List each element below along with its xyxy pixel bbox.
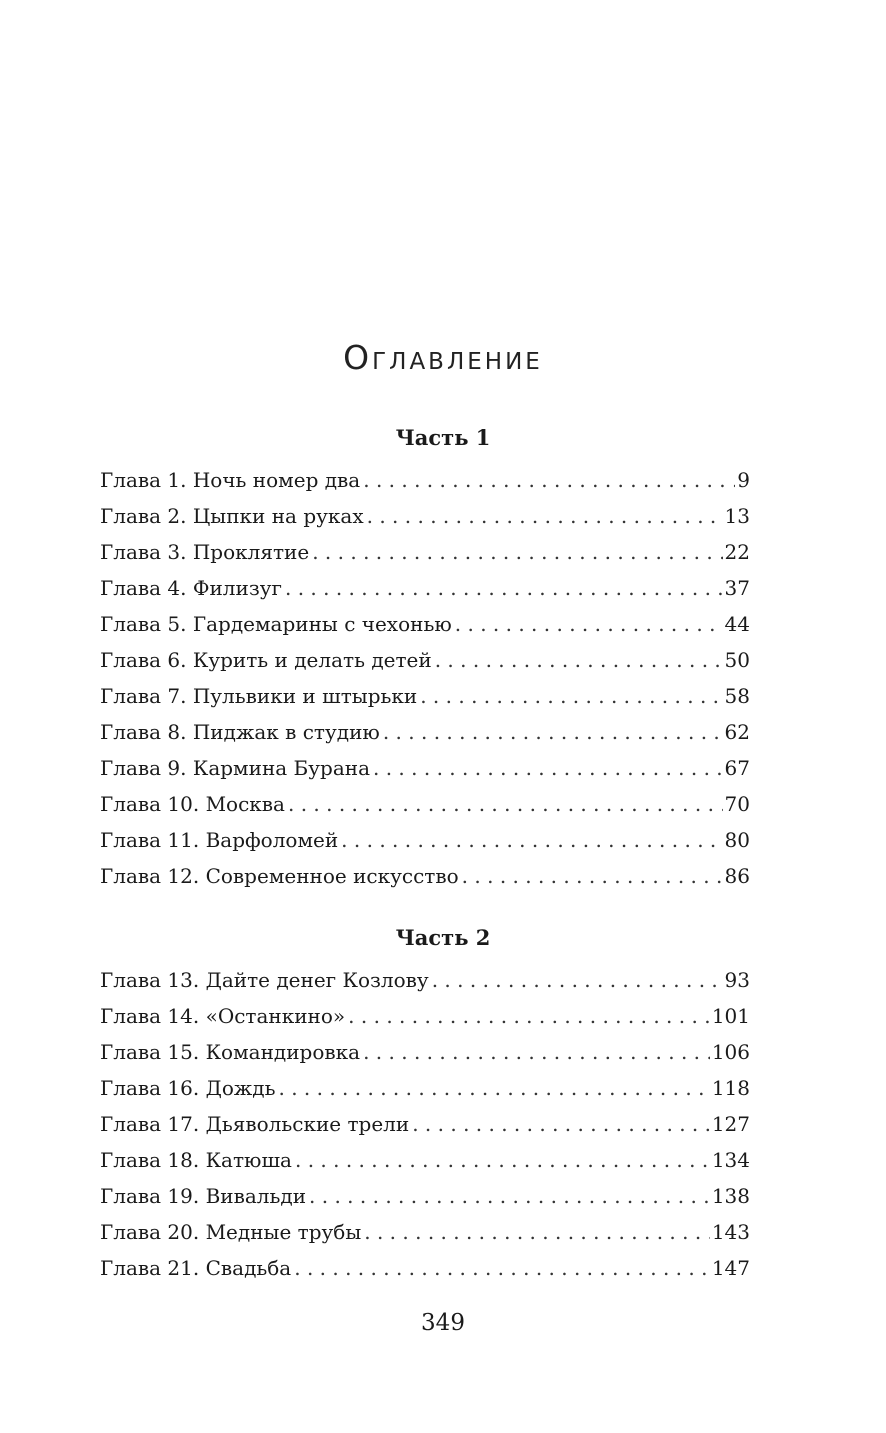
toc-entry [100,1034,750,1070]
dot-leader [278,1070,709,1106]
dot-leader [363,462,735,498]
toc-entry [100,462,750,498]
toc-entry [100,858,750,894]
toc-entry [100,642,750,678]
toc-entry-page: 22 [724,540,750,564]
toc-entry-title: Глава 14. «Останкино» [100,1004,346,1028]
toc-entry-title: Глава 7. Пульвики и штырьки [100,684,418,708]
dot-leader [294,1250,710,1286]
toc-entry [100,498,750,534]
toc-entry-title: Глава 4. Филизуг [100,576,282,600]
toc-entry-page: 37 [724,576,750,600]
toc-entry-title: Глава 8. Пиджак в студию [100,720,380,744]
toc-entry-page: 58 [724,684,750,708]
toc-entry-page: 101 [711,1004,750,1028]
toc-entry-title: Глава 19. Вивальди [100,1184,307,1208]
toc-entry-title: Глава 6. Курить и делать детей [100,648,432,672]
toc-entry-title: Глава 16. Дождь [100,1076,276,1100]
toc-entry-page: 127 [711,1112,750,1136]
toc-entry [100,1214,750,1250]
dot-leader [455,606,723,642]
dot-leader [285,570,723,606]
dot-leader [412,1106,710,1142]
toc-entry-page: 134 [711,1148,750,1172]
toc-entry-page: 62 [724,720,750,744]
dot-leader [367,498,723,534]
toc-entry [100,1178,750,1214]
dot-leader [383,714,723,750]
dot-leader [312,534,722,570]
toc-entry-page: 86 [724,864,750,888]
dot-leader [364,1214,710,1250]
toc-entry-page: 44 [724,612,750,636]
toc-entry [100,1142,750,1178]
toc-entry [100,678,750,714]
toc-entry-title: Глава 3. Проклятие [100,540,310,564]
toc-entry-page: 9 [737,468,750,492]
toc-entry [100,1106,750,1142]
toc-entry-title: Глава 9. Кармина Бурана [100,756,370,780]
toc-entry-title: Глава 10. Москва [100,792,285,816]
dot-leader [288,786,723,822]
toc-entry-page: 13 [724,504,750,528]
toc-entry-title: Глава 15. Командировка [100,1040,361,1064]
toc-entry-title: Глава 20. Медные трубы [100,1220,362,1244]
dot-leader [341,822,722,858]
toc-entry [100,998,750,1034]
dot-leader [420,678,722,714]
part-1-toc-list [100,462,750,894]
toc-entry-title: Глава 13. Дайте денег Козлову [100,968,429,992]
dot-leader [462,858,723,894]
toc-entry-page: 70 [724,792,750,816]
toc-entry-page: 138 [711,1184,750,1208]
toc-entry-page: 106 [711,1040,750,1064]
part-2-heading: Часть 2 [395,925,491,950]
dot-leader [373,750,723,786]
toc-entry-page: 80 [724,828,750,852]
toc-entry-title: Глава 18. Катюша [100,1148,292,1172]
toc-entry-page: 93 [724,968,750,992]
dot-leader [435,642,723,678]
toc-entry [100,822,750,858]
toc-entry [100,570,750,606]
toc-entry-page: 118 [711,1076,750,1100]
page-number: 349 [421,1310,465,1336]
toc-entry-page: 50 [724,648,750,672]
dot-leader [363,1034,710,1070]
part-1-heading: Часть 1 [395,425,491,450]
toc-entry-title: Глава 17. Дьявольские трели [100,1112,410,1136]
dot-leader [348,998,710,1034]
toc-entry-title: Глава 11. Варфоломей [100,828,339,852]
toc-entry [100,962,750,998]
dot-leader [309,1178,710,1214]
toc-entry-page: 147 [711,1256,750,1280]
toc-entry [100,714,750,750]
toc-entry-title: Глава 5. Гардемарины с чехонью [100,612,452,636]
toc-entry [100,750,750,786]
dot-leader [295,1142,710,1178]
dot-leader [432,962,723,998]
toc-entry-title: Глава 1. Ночь номер два [100,468,361,492]
toc-entry-page: 67 [724,756,750,780]
toc-entry-title: Глава 21. Свадьба [100,1256,292,1280]
toc-entry [100,1250,750,1286]
toc-entry-title: Глава 12. Современное искусство [100,864,459,888]
toc-entry [100,606,750,642]
toc-entry [100,786,750,822]
toc-entry [100,1070,750,1106]
toc-entry-page: 143 [711,1220,750,1244]
toc-entry-title: Глава 2. Цыпки на руках [100,504,364,528]
page-title: Оглавление [343,338,543,377]
part-2-toc-list [100,962,750,1286]
toc-entry [100,534,750,570]
